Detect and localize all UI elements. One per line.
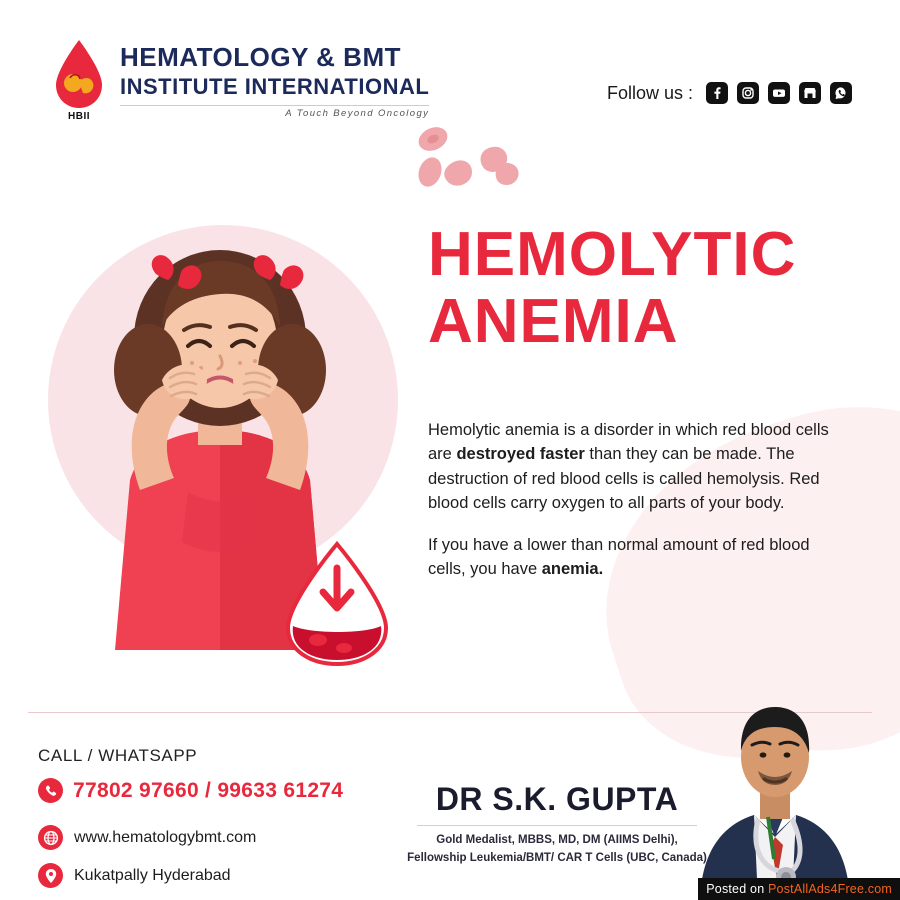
title-line-1: HEMOLYTIC	[428, 220, 797, 289]
whatsapp-icon[interactable]	[830, 82, 852, 104]
website-contact[interactable]	[38, 825, 256, 850]
page-title	[428, 222, 858, 356]
phone-icon	[38, 778, 63, 803]
brand-wordmark	[120, 40, 429, 119]
doctor-name: DR S.K. GUPTA	[435, 781, 679, 817]
blood-drop-logo-icon	[48, 38, 110, 120]
description-text	[428, 418, 840, 582]
blood-level-drop-icon	[278, 540, 396, 673]
brand-divider	[120, 105, 429, 106]
poster-header	[0, 0, 900, 165]
clinic-location: Kukatpally Hyderabad	[74, 866, 231, 884]
website-url: www.hematologybmt.com	[74, 828, 257, 846]
phone-number: 77802 97660 / 99633 61274	[73, 778, 344, 802]
paragraph-2	[428, 533, 840, 582]
paragraph-1-emphasis: destroyed faster	[456, 445, 585, 464]
call-whatsapp-label: CALL / WHATSAPP	[38, 746, 198, 765]
doctor-divider	[417, 825, 697, 826]
google-business-icon[interactable]	[799, 82, 821, 104]
instagram-icon[interactable]	[737, 82, 759, 104]
brand-logo	[48, 38, 429, 120]
location-pin-icon	[38, 863, 63, 888]
youtube-icon[interactable]	[768, 82, 790, 104]
doctor-credentials-line1: Gold Medalist, MBBS, MD, DM (AIIMS Delhi),	[436, 834, 678, 846]
paragraph-1	[428, 418, 840, 515]
brand-tagline: A Touch Beyond Oncology	[285, 107, 430, 119]
watermark-prefix: Posted on	[706, 882, 769, 896]
globe-icon	[38, 825, 63, 850]
paragraph-2-emphasis: anemia.	[541, 560, 604, 579]
doctor-credentials-line2: Fellowship Leukemia/BMT/ CAR T Cells (UBC, Canada)	[407, 851, 707, 864]
brand-line2: INSTITUTE INTERNATIONAL	[120, 73, 430, 99]
phone-contact[interactable]	[38, 778, 343, 803]
watermark-site: PostAllAds4Free.com	[768, 882, 892, 896]
follow-us-label: Follow us :	[606, 82, 693, 103]
watermark	[698, 878, 900, 900]
facebook-icon[interactable]	[706, 82, 728, 104]
location-contact[interactable]	[38, 863, 231, 888]
poster-footer	[0, 713, 900, 900]
doctor-details	[392, 781, 722, 868]
title-line-2: ANEMIA	[428, 286, 679, 356]
follow-us-bar	[607, 82, 852, 104]
doctor-photo	[680, 685, 870, 900]
brand-line1: HEMATOLOGY & BMT	[120, 41, 401, 72]
paragraph-1-part-a: Hemolytic anemia is a disorder in which red blood cells are	[428, 421, 829, 464]
brand-abbr: HBII	[68, 111, 90, 122]
paragraph-1-part-b: than they can be made. The destruction of red blood cells is called hemolysis. Red blood cells carry oxygen to all parts of your body.	[428, 445, 820, 512]
paragraph-2-part-a: If you have a lower than normal amount of red blood cells, you have	[428, 536, 810, 579]
